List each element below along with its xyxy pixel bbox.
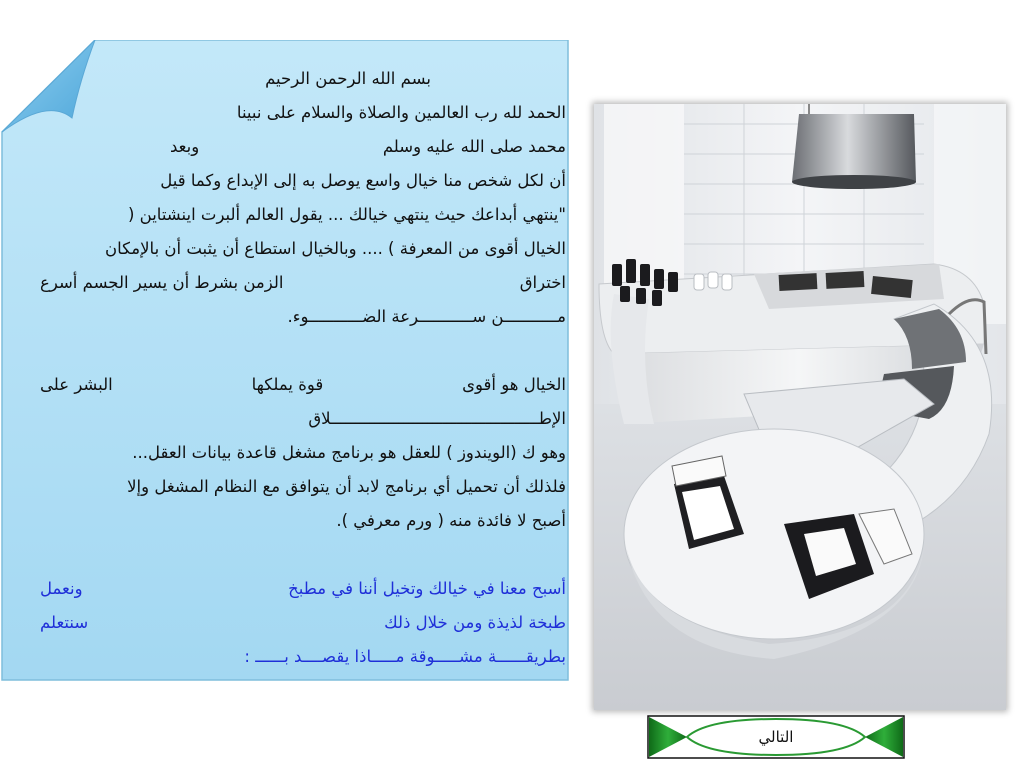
note-line-part: طبخة لذيذة ومن خلال ذلك xyxy=(384,613,566,632)
note-line: فلذلك أن تحميل أي برنامج لابد أن يتوافق مع النظام المشغل وإلا xyxy=(127,477,566,496)
note-line-part: البشر على xyxy=(40,375,113,394)
note-line xyxy=(40,368,566,402)
note-line xyxy=(40,266,566,300)
note-line-part: ونعمل xyxy=(40,579,83,598)
note-line-part: قوة يملكها xyxy=(251,375,324,394)
note-line-part: وبعد xyxy=(170,137,200,156)
note-line-blue xyxy=(40,606,566,640)
note-line-part: اختراق xyxy=(519,273,566,292)
basmala-line: بسم الله الرحمن الرحيم xyxy=(265,69,431,88)
note-line: أن لكل شخص منا خيال واسع يوصل به إلى الإبداع وكما قيل xyxy=(160,171,566,190)
note-line xyxy=(40,130,566,164)
text-note-panel xyxy=(0,40,570,682)
note-line-part: الخيال هو أقوى xyxy=(462,375,566,394)
note-line-blue xyxy=(40,572,566,606)
blank-line xyxy=(40,538,566,572)
note-line: الإطـــــــــــــــــــــــــــــــــــــــــــلاق xyxy=(308,409,566,428)
note-line-part: سنتعلم xyxy=(40,613,89,632)
note-line-part: محمد صلى الله عليه وسلم xyxy=(382,137,566,156)
note-line-part: الزمن بشرط أن يسير الجسم أسرع xyxy=(40,273,284,292)
next-button-label: التالي xyxy=(758,728,794,746)
kitchen-illustration xyxy=(594,104,1006,710)
note-line: مـــــــــــن ســـــــــــرعة الضـــــــــــوء. xyxy=(287,307,566,326)
note-line: الخيال أقوى من المعرفة ) .... وبالخيال استطاع أن يثبت أن بالإمكان xyxy=(105,239,566,258)
kitchen-image xyxy=(594,104,1006,710)
blank-line xyxy=(40,334,566,368)
note-line-blue: بطريقــــــة مشـــــوقة مـــــاذا يقصــــد بــــــ : xyxy=(244,647,566,666)
note-line: "ينتهي أبداعك حيث ينتهي خيالك ... يقول العالم ألبرت اينشتاين ( xyxy=(127,205,566,224)
note-line: أصبح لا فائدة منه ( ورم معرفي ). xyxy=(336,511,566,530)
note-line-part: أسبح معنا في خيالك وتخيل أننا في مطبخ xyxy=(288,579,566,598)
next-button[interactable] xyxy=(647,715,905,759)
note-line: الحمد لله رب العالمين والصلاة والسلام على نبينا xyxy=(236,103,566,122)
note-line: وهو ك (الويندوز ) للعقل هو برنامج مشغل قاعدة بيانات العقل... xyxy=(132,443,566,462)
note-text-body xyxy=(40,62,566,672)
